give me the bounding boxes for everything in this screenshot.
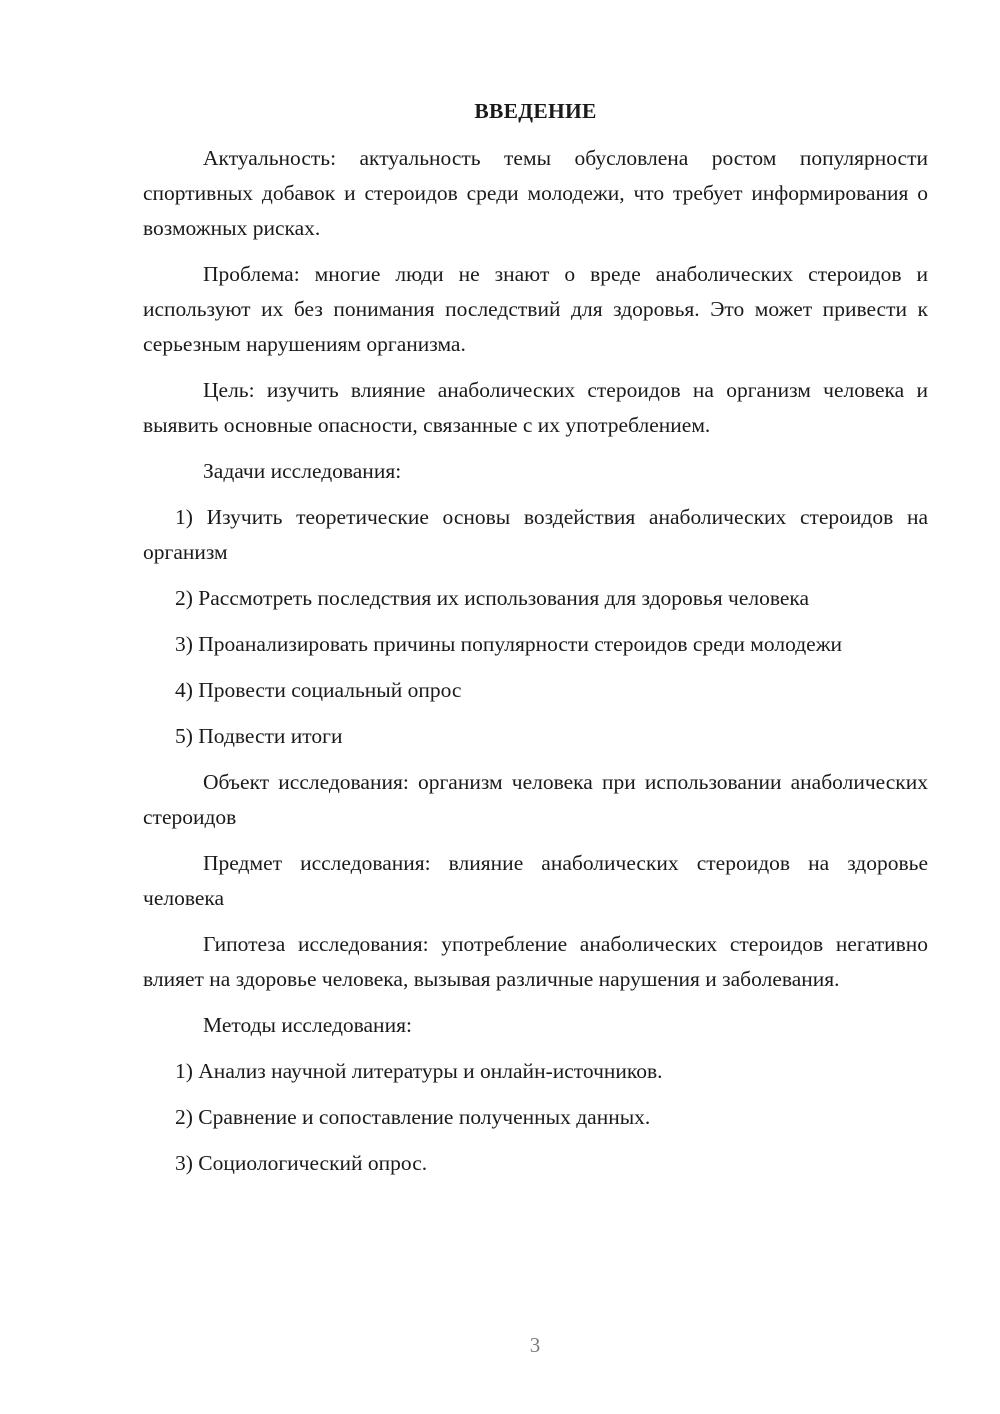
goal-paragraph: Цель: изучить влияние анаболических стероидов на организм человека и выявить основные опасности, связанные с их употреблением. [143,378,928,437]
method-item: 2) Сравнение и сопоставление полученных данных. [175,1105,651,1129]
page-number: 3 [529,1333,541,1357]
tasks-heading: Задачи исследования: [203,459,402,483]
relevance-paragraph: Актуальность: актуальность темы обусловлена ростом популярности спортивных добавок и стероидов среди молодежи, что требует информирования о возможных рисках. [143,146,928,240]
method-item: 1) Анализ научной литературы и онлайн-источников. [175,1059,663,1083]
section-title: ВВЕДЕНИЕ [474,99,597,123]
hypothesis-paragraph: Гипотеза исследования: употребление анаболических стероидов негативно влияет на здоровье человека, вызывая различные нарушения и заболевания. [143,932,928,991]
methods-heading: Методы исследования: [203,1013,412,1037]
task-item: 1) Изучить теоретические основы воздействия анаболических стероидов на организм [143,505,928,564]
document-page [143,95,928,1192]
task-item: 2) Рассмотреть последствия их использования для здоровья человека [175,586,810,610]
task-item: 4) Провести социальный опрос [175,678,462,702]
task-item: 3) Проанализировать причины популярности стероидов среди молодежи [175,632,843,656]
method-item: 3) Социологический опрос. [175,1151,428,1175]
problem-paragraph: Проблема: многие люди не знают о вреде анаболических стероидов и используют их без понимания последствий для здоровья. Это может привести к серьезным нарушениям организма. [143,262,928,356]
object-paragraph: Объект исследования: организм человека при использовании анаболических стероидов [143,770,928,829]
task-item: 5) Подвести итоги [175,724,343,748]
subject-paragraph: Предмет исследования: влияние анаболических стероидов на здоровье человека [143,851,928,910]
